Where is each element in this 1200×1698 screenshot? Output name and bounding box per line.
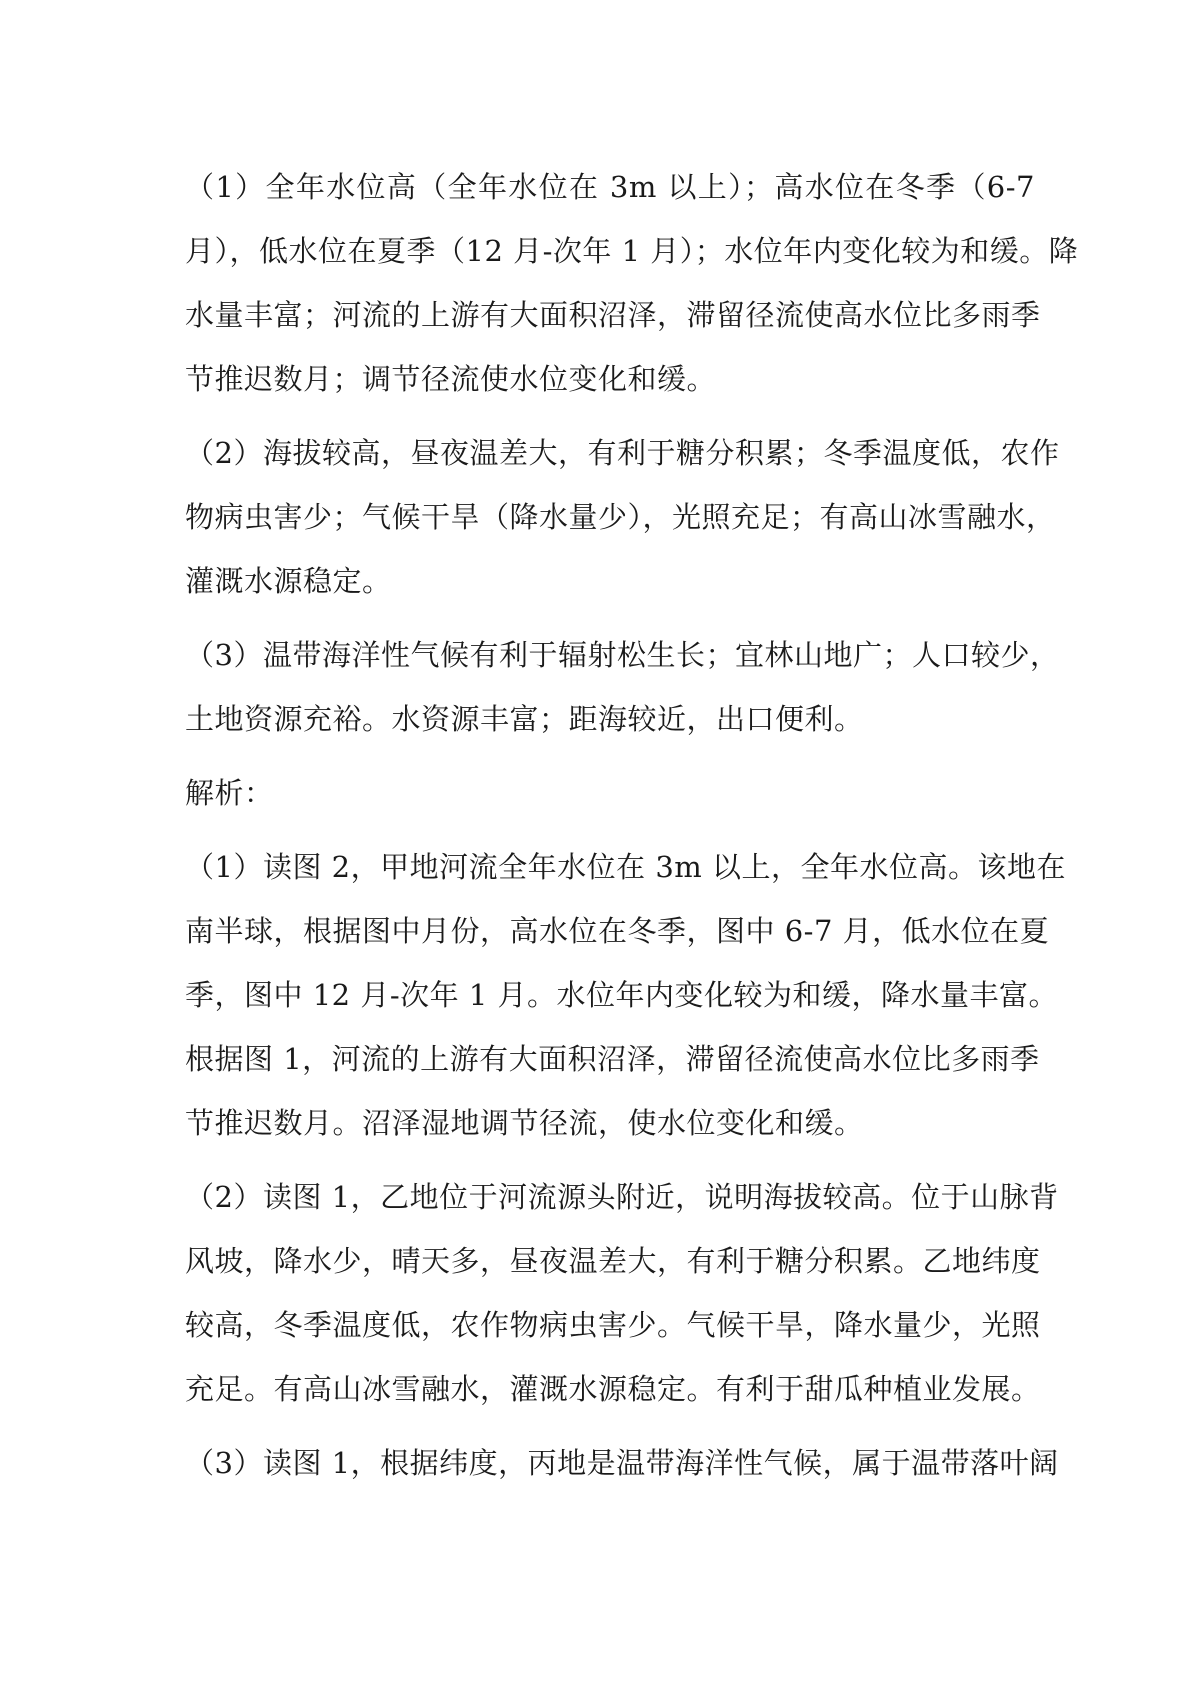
answer-paragraph-3	[185, 623, 1060, 751]
document-body	[185, 155, 1079, 1505]
text-line: （3）温带海洋性气候有利于辐射松生长；宜林山地广；人口较少，	[185, 638, 1060, 672]
text-line: 南半球，根据图中月份，高水位在冬季，图中 6-7 月，低水位在夏	[185, 914, 1050, 948]
text-line: 灌溉水源稳定。	[185, 564, 392, 598]
text-line: （2）读图 1，乙地位于河流源头附近，说明海拔较高。位于山脉背	[185, 1180, 1059, 1214]
text-line: 充足。有高山冰雪融水，灌溉水源稳定。有利于甜瓜种植业发展。	[185, 1372, 1041, 1406]
analysis-heading	[185, 761, 1035, 825]
text-line: （1）全年水位高（全年水位在 3m 以上）；高水位在冬季（6-7	[185, 170, 1035, 204]
text-line: 较高，冬季温度低，农作物病虫害少。气候干旱，降水量少，光照	[185, 1308, 1041, 1342]
analysis-paragraph-1	[185, 835, 1067, 1155]
analysis-paragraph-2	[185, 1165, 1059, 1421]
text-line: 节推迟数月；调节径流使水位变化和缓。	[185, 362, 717, 396]
text-line: 物病虫害少；气候干旱（降水量少），光照充足；有高山冰雪融水，	[185, 500, 1056, 534]
text-line: 土地资源充裕。水资源丰富；距海较近，出口便利。	[185, 702, 864, 736]
heading-text: 解析：	[185, 776, 274, 810]
text-line: 节推迟数月。沼泽湿地调节径流，使水位变化和缓。	[185, 1106, 864, 1140]
text-line: （2）海拔较高，昼夜温差大，有利于糖分积累；冬季温度低，农作	[185, 436, 1060, 470]
text-line: （3）读图 1，根据纬度，丙地是温带海洋性气候，属于温带落叶阔	[185, 1446, 1059, 1480]
text-line: 风坡，降水少，晴天多，昼夜温差大，有利于糖分积累。乙地纬度	[185, 1244, 1041, 1278]
text-line: （1）读图 2，甲地河流全年水位在 3m 以上，全年水位高。该地在	[185, 850, 1067, 884]
text-line: 季，图中 12 月-次年 1 月。水位年内变化较为和缓，降水量丰富。	[185, 978, 1059, 1012]
text-line: 根据图 1，河流的上游有大面积沼泽，滞留径流使高水位比多雨季	[185, 1042, 1040, 1076]
text-line: 水量丰富；河流的上游有大面积沼泽，滞留径流使高水位比多雨季	[185, 298, 1041, 332]
analysis-paragraph-3	[185, 1431, 1059, 1495]
answer-paragraph-2	[185, 421, 1060, 613]
text-line: 月），低水位在夏季（12 月-次年 1 月）；水位年内变化较为和缓。降	[185, 234, 1079, 268]
answer-paragraph-1	[185, 155, 1079, 411]
